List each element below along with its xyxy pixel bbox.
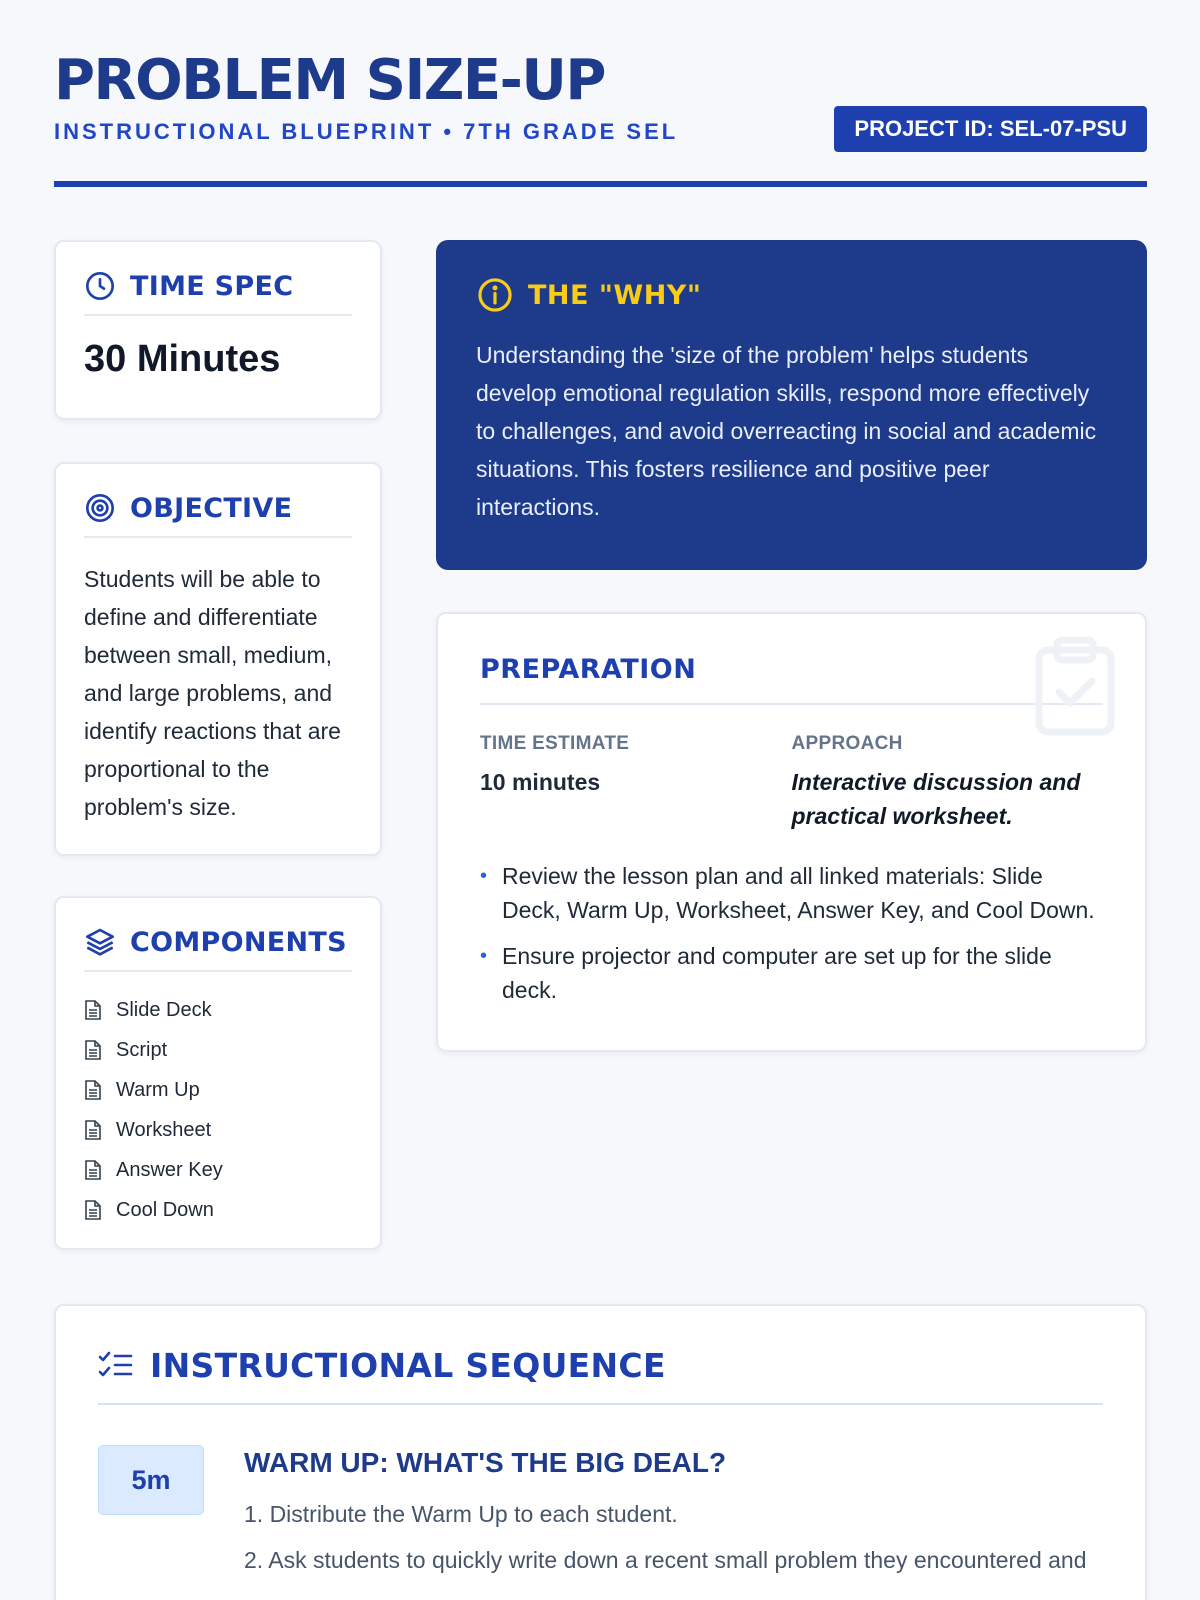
project-id-badge: PROJECT ID: SEL-07-PSU	[834, 106, 1147, 152]
components-card	[54, 896, 382, 1250]
component-item[interactable]	[84, 1110, 352, 1150]
document-icon	[84, 1000, 102, 1020]
document-icon	[84, 1200, 102, 1220]
step-instruction: 1. Distribute the Warm Up to each student.	[244, 1501, 678, 1527]
why-heading: THE "WHY"	[528, 279, 702, 311]
step-instruction: 2. Ask students to quickly write down a recent small problem they encountered and	[244, 1547, 1087, 1573]
page-subtitle: INSTRUCTIONAL BLUEPRINT • 7TH GRADE SEL	[54, 118, 679, 144]
objective-header	[84, 492, 352, 538]
time-spec-header	[84, 270, 352, 316]
why-header	[476, 276, 1107, 314]
list-item: • Ensure projector and computer are set up for the slide deck.	[480, 939, 1103, 1007]
instructional-sequence-card	[54, 1304, 1147, 1600]
why-text: Understanding the 'size of the problem' helps students develop emotional regulation skills, respond more effectively to challenges, and avoid overreacting in social and academic situations. This fosters resilience and positive peer interactions.	[476, 342, 1097, 520]
header-divider	[54, 181, 1147, 187]
objective-heading: OBJECTIVE	[130, 492, 293, 524]
objective-text: Students will be able to define and differentiate between small, medium, and large problems, and identify reactions that are proportional to the problem's size.	[84, 566, 341, 820]
preparation-card	[436, 612, 1147, 1052]
component-label: Worksheet	[116, 1118, 212, 1141]
component-item[interactable]	[84, 1190, 352, 1230]
time-estimate-label: TIME ESTIMATE	[480, 733, 630, 754]
checklist-icon	[98, 1350, 134, 1382]
component-item[interactable]	[84, 1150, 352, 1190]
info-icon	[476, 276, 514, 314]
document-icon	[84, 1160, 102, 1180]
approach-value: Interactive discussion and practical worksheet.	[791, 769, 1081, 829]
component-item[interactable]	[84, 1070, 352, 1110]
clipboard-check-icon	[1033, 636, 1117, 736]
preparation-header	[480, 654, 1103, 705]
approach-label: APPROACH	[791, 733, 903, 754]
component-item[interactable]	[84, 990, 352, 1030]
approach-block	[792, 733, 1104, 833]
why-card	[436, 240, 1147, 570]
preparation-list	[480, 859, 1103, 1007]
preparation-meta	[480, 733, 1103, 833]
sequence-step	[98, 1445, 1103, 1589]
component-item[interactable]	[84, 1030, 352, 1070]
step-instructions	[244, 1497, 1103, 1577]
components-list	[84, 990, 352, 1230]
step-body	[244, 1445, 1103, 1589]
layers-icon	[84, 926, 116, 958]
page-title: PROBLEM SIZE-UP	[54, 48, 605, 113]
component-label: Script	[116, 1038, 168, 1061]
time-spec-heading: TIME SPEC	[130, 270, 294, 302]
component-label: Answer Key	[116, 1158, 223, 1181]
document-icon	[84, 1040, 102, 1060]
sequence-header	[98, 1346, 1103, 1405]
step-title: WARM UP: WHAT'S THE BIG DEAL?	[244, 1447, 727, 1478]
preparation-heading: PREPARATION	[480, 654, 697, 685]
component-label: Slide Deck	[116, 998, 212, 1021]
document-icon	[84, 1120, 102, 1140]
step-duration-badge: 5m	[98, 1445, 204, 1515]
components-header	[84, 926, 352, 972]
objective-card	[54, 462, 382, 856]
page-header	[54, 48, 1147, 145]
clock-icon	[84, 270, 116, 302]
component-label: Cool Down	[116, 1198, 214, 1221]
sequence-heading: INSTRUCTIONAL SEQUENCE	[150, 1346, 666, 1385]
time-spec-value: 30 Minutes	[84, 338, 281, 380]
components-heading: COMPONENTS	[130, 926, 347, 958]
document-icon	[84, 1080, 102, 1100]
time-spec-card	[54, 240, 382, 420]
component-label: Warm Up	[116, 1078, 200, 1101]
time-estimate-value: 10 minutes	[480, 769, 601, 795]
list-item: • Review the lesson plan and all linked materials: Slide Deck, Warm Up, Worksheet, Answer Key, and Cool Down.	[480, 859, 1103, 927]
time-estimate-block	[480, 733, 792, 833]
target-icon	[84, 492, 116, 524]
